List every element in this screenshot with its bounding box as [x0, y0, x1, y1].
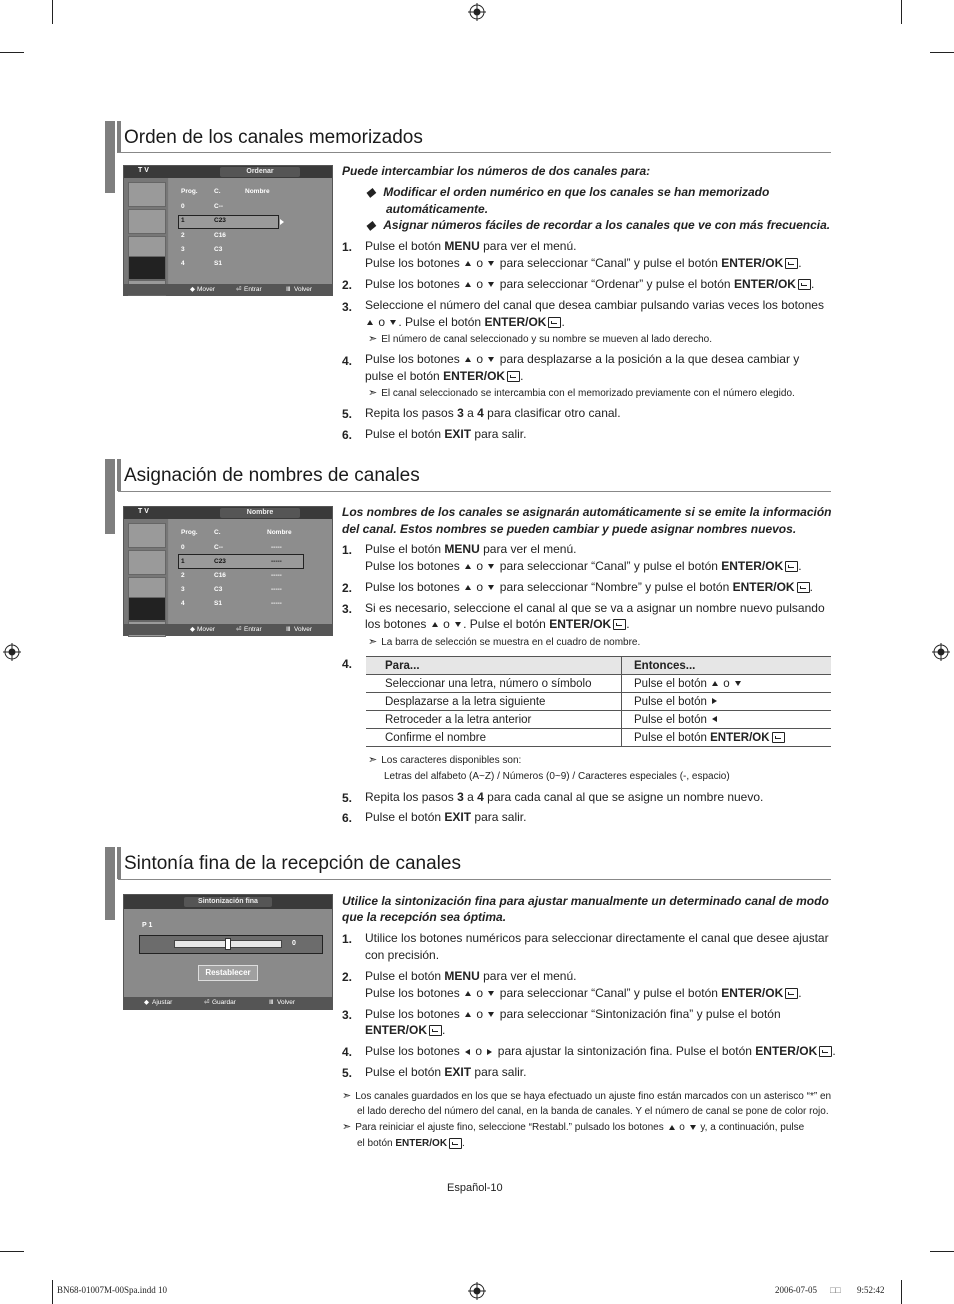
table-row	[366, 675, 831, 693]
registration-mark-icon	[3, 643, 21, 661]
up-arrow-icon	[465, 585, 471, 590]
row-name: -----	[271, 600, 282, 607]
row-c: C--	[214, 203, 224, 210]
osd-selection-arrow-icon	[280, 219, 284, 225]
row-c: C16	[214, 572, 226, 579]
restablecer-button: Restablecer	[198, 965, 258, 981]
step-text: Pulse los botones o para desplazarse a la posición a la que desea cambiar y	[365, 352, 800, 366]
step-number: 3.	[342, 300, 353, 314]
osd-foot-return: Volver	[294, 626, 313, 633]
step-number: 3.	[342, 602, 353, 616]
osd-screenshot-ordenar	[123, 165, 333, 296]
enter-icon	[449, 1138, 462, 1149]
step-text: pulse el botón ENTER/OK .	[365, 369, 524, 383]
setup-menu-icon	[128, 256, 166, 280]
step-number: 5.	[342, 407, 353, 421]
section-intro: Puede intercambiar los números de dos canales para:	[342, 164, 651, 178]
osd-header	[124, 895, 332, 909]
osd-menu-icons	[124, 178, 168, 284]
sound-menu-icon	[128, 550, 166, 575]
col-prog: Prog.	[181, 529, 198, 536]
step-text: Pulse el botón MENU para ver el menú.	[365, 239, 577, 253]
section-bar	[117, 847, 121, 879]
left-arrow-icon	[712, 716, 717, 722]
row-prog: 3	[181, 586, 185, 593]
enter-icon	[507, 371, 520, 382]
row-c: C23	[214, 558, 226, 565]
row-name: -----	[271, 586, 282, 593]
diamond-icon: ◆	[366, 218, 376, 232]
diamond-icon: ◆	[366, 185, 376, 199]
note-arrow-icon: ➣	[342, 1090, 352, 1102]
osd-foot-save: Guardar	[212, 999, 236, 1006]
move-icon: ◆	[190, 626, 195, 633]
table-cell: Retroceder a la letra anterior	[366, 711, 622, 729]
crop-mark	[52, 0, 53, 24]
note: ➣ El número de canal seleccionado y su nombre se mueven al lado derecho.	[368, 333, 712, 345]
enter-icon	[548, 317, 561, 328]
step-text: Pulse el botón MENU para ver el menú.	[365, 969, 577, 983]
note-arrow-icon: ➣	[368, 636, 378, 648]
enter-icon	[819, 1046, 832, 1057]
step-number: 1.	[342, 543, 353, 557]
row-c: C23	[214, 217, 226, 224]
down-arrow-icon	[488, 564, 494, 569]
step-number: 2.	[342, 581, 353, 595]
registration-mark-icon	[932, 643, 950, 661]
return-icon: Ⅲ	[269, 999, 274, 1006]
section-rule	[118, 879, 831, 880]
row-c: C16	[214, 232, 226, 239]
step-number: 6.	[342, 811, 353, 825]
step-text: Utilice los botones numéricos para seleccionar directamente el canal que desee ajustar	[365, 931, 829, 945]
col-c: C.	[214, 188, 221, 195]
osd-selection	[178, 554, 304, 569]
step-text: Pulse los botones o para seleccionar “Sintonización fina” y pulse el botón	[365, 1007, 781, 1021]
osd-foot-enter: Entrar	[244, 626, 262, 633]
row-name: -----	[271, 544, 282, 551]
down-arrow-icon	[488, 261, 494, 266]
note-arrow-icon: ➣	[368, 333, 378, 345]
slug-filename: BN68-01007M-00Spa.indd 10	[57, 1285, 167, 1295]
enter-icon	[613, 619, 626, 630]
col-name: Nombre	[245, 188, 270, 195]
adjust-icon: ◆	[144, 999, 149, 1006]
crop-mark	[901, 0, 902, 24]
col-prog: Prog.	[181, 188, 198, 195]
osd-tv-label: T V	[138, 167, 149, 174]
table-row	[366, 693, 831, 711]
row-prog: 2	[181, 572, 185, 579]
step-number: 5.	[342, 791, 353, 805]
down-arrow-icon	[488, 282, 494, 287]
table-cell: Confirme el nombre	[366, 729, 622, 747]
step-text: Repita los pasos 3 a 4 para cada canal al que se asigne un nombre nuevo.	[365, 790, 764, 804]
enter-icon	[797, 582, 810, 593]
slug-date: 2006-07-05	[775, 1285, 817, 1295]
table-row	[366, 711, 831, 729]
step-number: 4.	[342, 354, 353, 368]
osd-foot-move: Mover	[197, 626, 216, 633]
note: ➣ Para reiniciar el ajuste fino, seleccione “Restabl.” pulsado los botones o y, a continuación, pulse	[342, 1121, 805, 1133]
osd-footer	[124, 624, 332, 635]
section-bar	[117, 121, 121, 153]
note-cont: el botón ENTER/OK .	[357, 1138, 465, 1149]
crop-mark	[901, 1280, 902, 1304]
enter-icon: ⏎	[236, 286, 242, 293]
up-arrow-icon	[712, 681, 718, 686]
sound-menu-icon	[128, 209, 166, 234]
move-icon: ◆	[190, 286, 195, 293]
step-text: Pulse los botones o para seleccionar “Nombre” y pulse el botón ENTER/OK .	[365, 580, 813, 594]
row-prog: 3	[181, 246, 185, 253]
section-intro: del canal. Estos nombres se pueden cambiar y puede asignar nombres nuevos.	[342, 522, 797, 536]
right-arrow-icon	[487, 1049, 492, 1055]
osd-selection	[178, 215, 279, 229]
osd-header-title: Sintonización fina	[184, 897, 272, 907]
down-arrow-icon	[488, 991, 494, 996]
enter-icon	[785, 258, 798, 269]
step-text: Pulse los botones o para seleccionar “Ordenar” y pulse el botón ENTER/OK .	[365, 277, 815, 291]
section-bar	[117, 459, 121, 491]
registration-mark-icon	[468, 3, 486, 21]
return-icon: Ⅲ	[286, 626, 291, 633]
step-text: o . Pulse el botón ENTER/OK .	[365, 314, 565, 331]
osd-menu-icons	[124, 519, 168, 624]
row-name: -----	[271, 558, 282, 565]
step-number: 3.	[342, 1008, 353, 1022]
table-cell: Pulse el botón	[622, 693, 832, 711]
step-number: 6.	[342, 428, 353, 442]
section-bar	[105, 847, 115, 920]
row-c: S1	[214, 260, 222, 267]
row-c: C3	[214, 246, 223, 253]
note: ➣ La barra de selección se muestra en el cuadro de nombre.	[368, 636, 641, 648]
up-arrow-icon	[465, 282, 471, 287]
crop-mark	[52, 1280, 53, 1304]
row-prog: 4	[181, 260, 185, 267]
note: ➣ Los canales guardados en los que se haya efectuado un ajuste fino están marcados con un asterisco “*” en	[342, 1090, 832, 1102]
registration-mark-icon	[468, 1282, 486, 1300]
osd-panel	[169, 519, 332, 624]
table-cell: Pulse el botón	[622, 711, 832, 729]
up-arrow-icon	[367, 320, 373, 325]
step-text: Pulse los botones o para ajustar la sintonización fina. Pulse el botón ENTER/OK .	[365, 1044, 836, 1058]
return-icon: Ⅲ	[286, 286, 291, 293]
bullet	[366, 217, 830, 234]
section-rule	[118, 491, 831, 492]
step-text: ENTER/OK .	[365, 1023, 446, 1037]
note: ➣ El canal seleccionado se intercambia con el memorizado previamente con el número elegido.	[368, 387, 795, 399]
step-number: 4.	[342, 1045, 353, 1059]
left-arrow-icon	[465, 1049, 470, 1055]
row-c: C3	[214, 586, 223, 593]
osd-foot-enter: Entrar	[244, 286, 262, 293]
down-arrow-icon	[735, 681, 741, 686]
up-arrow-icon	[465, 991, 471, 996]
osd-footer	[124, 997, 332, 1009]
section-intro: que la recepción sea óptima.	[342, 910, 507, 924]
section-rule	[118, 152, 831, 153]
step-number: 2.	[342, 970, 353, 984]
down-arrow-icon	[488, 585, 494, 590]
up-arrow-icon	[432, 622, 438, 627]
bullet-text: Asignar números fáciles de recordar a los canales que ve con más frecuencia.	[383, 218, 831, 232]
step-text: Pulse los botones o para seleccionar “Canal” y pulse el botón ENTER/OK .	[365, 256, 802, 270]
osd-prog: P 1	[142, 922, 153, 929]
enter-icon: ⏎	[236, 626, 242, 633]
enter-icon	[785, 988, 798, 999]
up-arrow-icon	[669, 1125, 675, 1130]
step-text: Pulse el botón EXIT para salir.	[365, 810, 527, 824]
step-text: Pulse el botón MENU para ver el menú.	[365, 542, 577, 556]
up-arrow-icon	[465, 357, 471, 362]
note-cont: Letras del alfabeto (A~Z) / Números (0~9) / Caracteres especiales (-, espacio)	[384, 771, 730, 782]
osd-tv-label: T V	[138, 508, 149, 515]
fine-tune-slider-handle	[225, 938, 231, 950]
osd-foot-return: Volver	[277, 999, 296, 1006]
setup-menu-icon	[128, 597, 166, 621]
section-intro: Utilice la sintonización fina para ajustar manualmente un determinado canal de modo	[342, 894, 829, 908]
save-icon: ⏎	[204, 999, 210, 1006]
osd-panel	[169, 178, 332, 284]
step-number: 1.	[342, 240, 353, 254]
table-header-cell: Para...	[366, 657, 622, 675]
note: ➣ Los caracteres disponibles son:	[368, 754, 522, 766]
table-row	[366, 729, 831, 747]
down-arrow-icon	[390, 320, 396, 325]
up-arrow-icon	[465, 261, 471, 266]
row-prog: 2	[181, 232, 185, 239]
step-text: Pulse el botón EXIT para salir.	[365, 1065, 527, 1079]
section-title: Asignación de nombres de canales	[124, 465, 420, 486]
osd-foot-return: Volver	[294, 286, 313, 293]
table-cell: Desplazarse a la letra siguiente	[366, 693, 622, 711]
step-text: Pulse los botones o para seleccionar “Canal” y pulse el botón ENTER/OK .	[365, 986, 802, 1000]
section-title: Orden de los canales memorizados	[124, 127, 423, 148]
note-arrow-icon: ➣	[368, 754, 378, 766]
osd-footer	[124, 284, 332, 295]
picture-menu-icon	[128, 182, 166, 207]
row-name: -----	[271, 572, 282, 579]
section-bar	[105, 121, 115, 193]
up-arrow-icon	[465, 564, 471, 569]
step-number: 4.	[342, 657, 353, 671]
enter-icon	[785, 561, 798, 572]
osd-header	[124, 507, 332, 519]
row-prog: 1	[181, 217, 185, 224]
osd-value: 0	[292, 940, 296, 947]
osd-foot-adjust: Ajustar	[152, 999, 173, 1006]
bullet-text: Modificar el orden numérico en que los canales se han memorizado	[383, 185, 770, 199]
enter-icon	[798, 279, 811, 290]
osd-foot-move: Mover	[197, 286, 216, 293]
row-prog: 0	[181, 203, 185, 210]
osd-header	[124, 166, 332, 178]
picture-menu-icon	[128, 523, 166, 548]
osd-header-title: Ordenar	[220, 167, 300, 177]
table-header-cell: Entonces...	[622, 657, 832, 675]
step-number: 5.	[342, 1066, 353, 1080]
name-editing-table	[366, 656, 831, 747]
crop-mark	[930, 1251, 954, 1252]
down-arrow-icon	[488, 1012, 494, 1017]
step-text: los botones o . Pulse el botón ENTER/OK .	[365, 617, 630, 631]
table-header	[366, 657, 831, 675]
crop-mark	[930, 52, 954, 53]
slug-time: 9:52:42	[857, 1285, 885, 1295]
osd-screenshot-fine-tune	[123, 894, 333, 1010]
bullet	[366, 184, 769, 201]
osd-header-title: Nombre	[220, 508, 300, 518]
down-arrow-icon	[690, 1125, 696, 1130]
col-c: C.	[214, 529, 221, 536]
crop-mark	[0, 1251, 24, 1252]
right-arrow-icon	[712, 698, 717, 704]
step-text: Si es necesario, seleccione el canal al que se va a asignar un nombre nuevo pulsando	[365, 601, 825, 615]
page-number: Español-10	[447, 1182, 503, 1194]
step-text: Pulse el botón EXIT para salir.	[365, 427, 527, 441]
enter-icon	[429, 1025, 442, 1036]
row-prog: 0	[181, 544, 185, 551]
bullet-cont: automáticamente.	[386, 202, 489, 216]
section-title: Sintonía fina de la recepción de canales	[124, 853, 461, 874]
step-number: 2.	[342, 278, 353, 292]
row-prog: 4	[181, 600, 185, 607]
step-text: Repita los pasos 3 a 4 para clasificar otro canal.	[365, 406, 621, 420]
step-text: Pulse los botones o para seleccionar “Canal” y pulse el botón ENTER/OK .	[365, 559, 802, 573]
section-bar	[105, 459, 115, 534]
enter-icon	[772, 732, 785, 743]
osd-screenshot-nombre	[123, 506, 333, 636]
col-name: Nombre	[267, 529, 292, 536]
up-arrow-icon	[465, 1012, 471, 1017]
slug-box-glyphs: □□	[830, 1285, 841, 1295]
section-intro: Los nombres de los canales se asignarán automáticamente si se emite la información	[342, 505, 832, 519]
step-text: con precisión.	[365, 948, 440, 962]
table-cell: Pulse el botón ENTER/OK	[622, 729, 832, 747]
row-c: S1	[214, 600, 222, 607]
step-text: Seleccione el número del canal que desea cambiar pulsando varias veces los botones	[365, 298, 824, 312]
note-arrow-icon: ➣	[342, 1121, 352, 1133]
row-c: C--	[214, 544, 224, 551]
note-arrow-icon: ➣	[368, 387, 378, 399]
down-arrow-icon	[488, 357, 494, 362]
table-cell: Seleccionar una letra, número o símbolo	[366, 675, 622, 693]
row-prog: 1	[181, 558, 185, 565]
crop-mark	[0, 52, 24, 53]
note-cont: el lado derecho del número del canal, en la banda de canales. Y el número de canal se pone de color rojo.	[357, 1106, 829, 1117]
step-number: 1.	[342, 932, 353, 946]
table-cell: Pulse el botón o	[622, 675, 832, 693]
down-arrow-icon	[455, 622, 461, 627]
